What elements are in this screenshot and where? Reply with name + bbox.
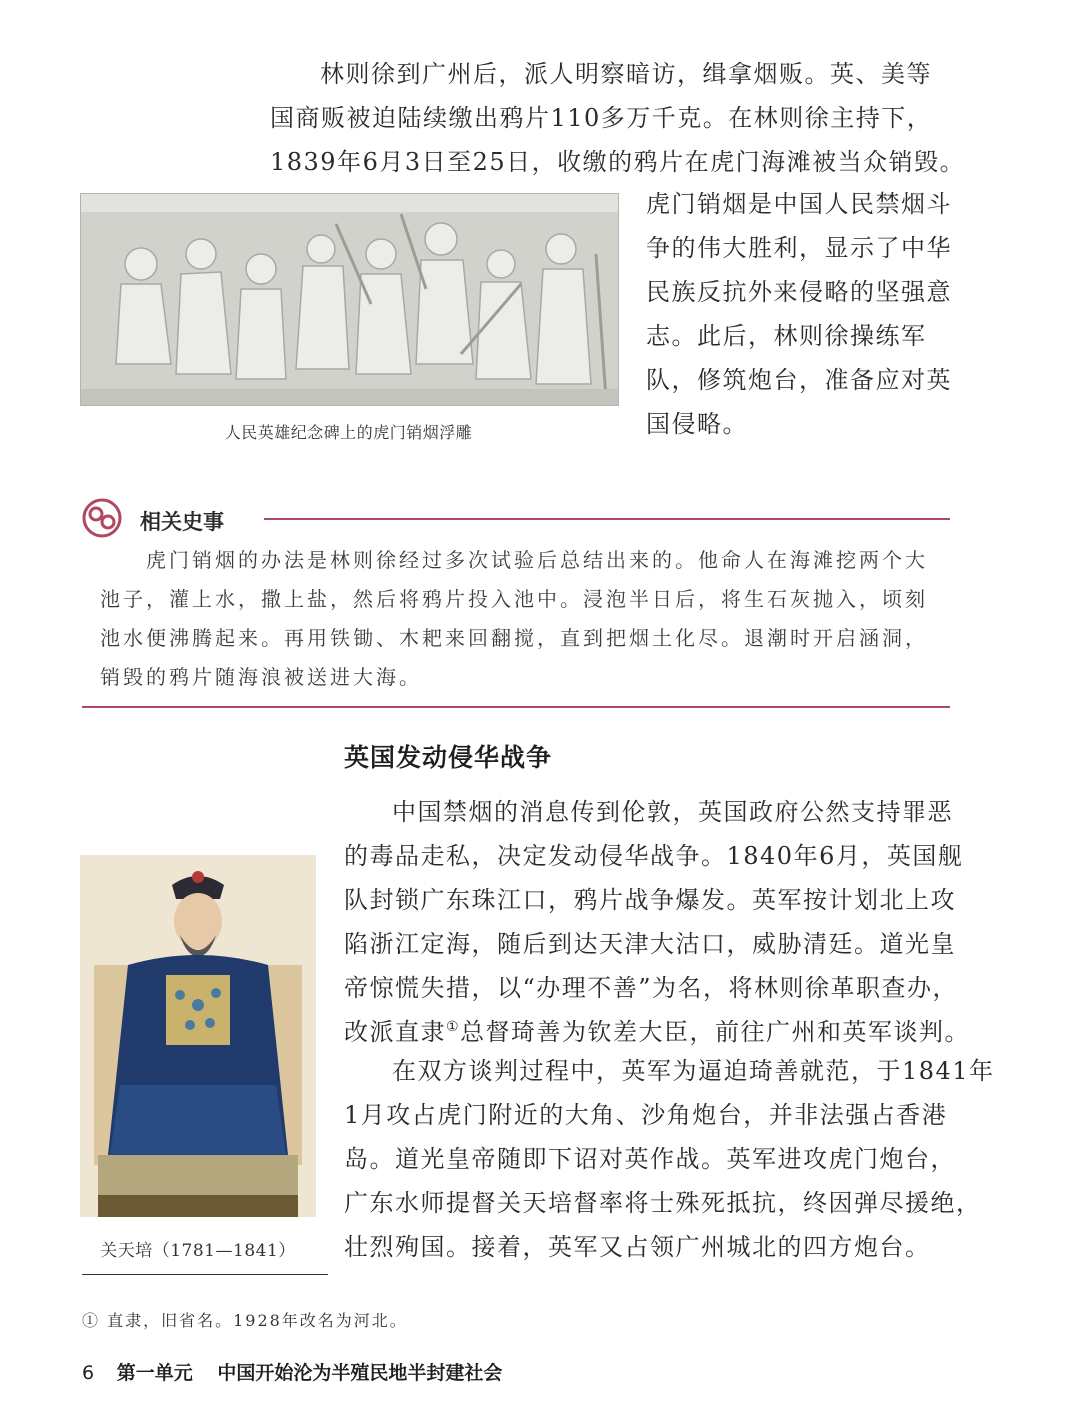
side-paragraph — [646, 182, 966, 446]
top-paragraph — [270, 52, 966, 184]
text-line: 帝惊慌失措，以“办理不善”为名，将林则徐革职查办， — [344, 974, 959, 1002]
text-line: 池水便沸腾起来。再用铁锄、木耙来回翻搅，直到把烟土化尽。退潮时开启涵洞， — [100, 626, 928, 650]
text-line — [344, 1010, 971, 1054]
text-line: 民族反抗外来侵略的坚强意 — [646, 278, 952, 306]
section-title: 英国发动侵华战争 — [344, 743, 553, 772]
text-line: 池子，灌上水，撒上盐，然后将鸦片投入池中。浸泡半日后，将生石灰抛入，顷刻 — [100, 587, 928, 611]
related-history-icon — [82, 498, 122, 538]
text-line: 国商贩被迫陆续缴出鸦片110多万千克。在林则徐主持下， — [270, 104, 933, 132]
text-line: 壮烈殉国。接着，英军又占领广州城北的四方炮台。 — [344, 1233, 931, 1261]
text-line: 1月攻占虎门附近的大角、沙角炮台，并非法强占香港 — [344, 1101, 948, 1129]
text-line: 岛。道光皇帝随即下诏对英作战。英军进攻虎门炮台， — [344, 1145, 956, 1173]
text-line: 争的伟大胜利，显示了中华 — [646, 234, 952, 262]
relief-caption: 人民英雄纪念碑上的虎门销烟浮雕 — [224, 423, 473, 442]
text-line: 广东水师提督关天培督率将士殊死抵抗，终因弹尽援绝， — [344, 1189, 982, 1217]
text-line: 虎门销烟是中国人民禁烟斗 — [646, 190, 952, 218]
relief-image — [80, 193, 619, 406]
unit-label: 第一单元 — [116, 1362, 193, 1384]
page-number: 6 — [82, 1362, 95, 1384]
related-history-text — [100, 541, 950, 697]
portrait-caption: 关天培（1781—1841） — [100, 1241, 296, 1261]
text-line: 队，修筑炮台，准备应对英 — [646, 366, 952, 394]
text-line: 销毁的鸦片随海浪被送进大海。 — [100, 665, 422, 689]
text-line: 虎门销烟的办法是林则徐经过多次试验后总结出来的。他命人在海滩挖两个大 — [146, 548, 928, 572]
section-paragraph-1 — [344, 790, 971, 1054]
footnote-marker[interactable]: ① — [446, 1019, 461, 1035]
text-line: 陷浙江定海，随后到达天津大沽口，威胁清廷。道光皇 — [344, 930, 956, 958]
related-box-top-divider — [264, 518, 950, 520]
text-line: 1839年6月3日至25日，收缴的鸦片在虎门海滩被当众销毁。 — [270, 148, 966, 176]
related-history-title: 相关史事 — [140, 510, 224, 534]
portrait-figure-illustration — [80, 855, 316, 1217]
footnote-divider — [82, 1274, 328, 1275]
relief-carving-illustration — [81, 194, 618, 405]
text-line: 在双方谈判过程中，英军为逼迫琦善就范，于1841年 — [392, 1057, 995, 1085]
text-line: 的毒品走私，决定发动侵华战争。1840年6月，英国舰 — [344, 842, 964, 870]
portrait-image — [80, 855, 316, 1217]
unit-title: 中国开始沦为半殖民地半封建社会 — [217, 1362, 503, 1384]
footnote: ① 直隶，旧省名。1928年改名为河北。 — [82, 1311, 408, 1330]
section-paragraph-2 — [344, 1049, 995, 1269]
text-line: 队封锁广东珠江口，鸦片战争爆发。英军按计划北上攻 — [344, 886, 956, 914]
text-line: 国侵略。 — [646, 410, 748, 438]
text-line: 林则徐到广州后，派人明察暗访，缉拿烟贩。英、美等 — [320, 60, 932, 88]
related-box-bottom-divider — [82, 706, 950, 708]
text-line: 志。此后，林则徐操练军 — [646, 322, 927, 350]
page-footer — [82, 1358, 502, 1385]
text-fragment: 改派直隶 — [344, 1018, 446, 1046]
text-fragment: 总督琦善为钦差大臣，前往广州和英军谈判。 — [460, 1018, 971, 1046]
text-line: 中国禁烟的消息传到伦敦，英国政府公然支持罪恶 — [392, 798, 953, 826]
